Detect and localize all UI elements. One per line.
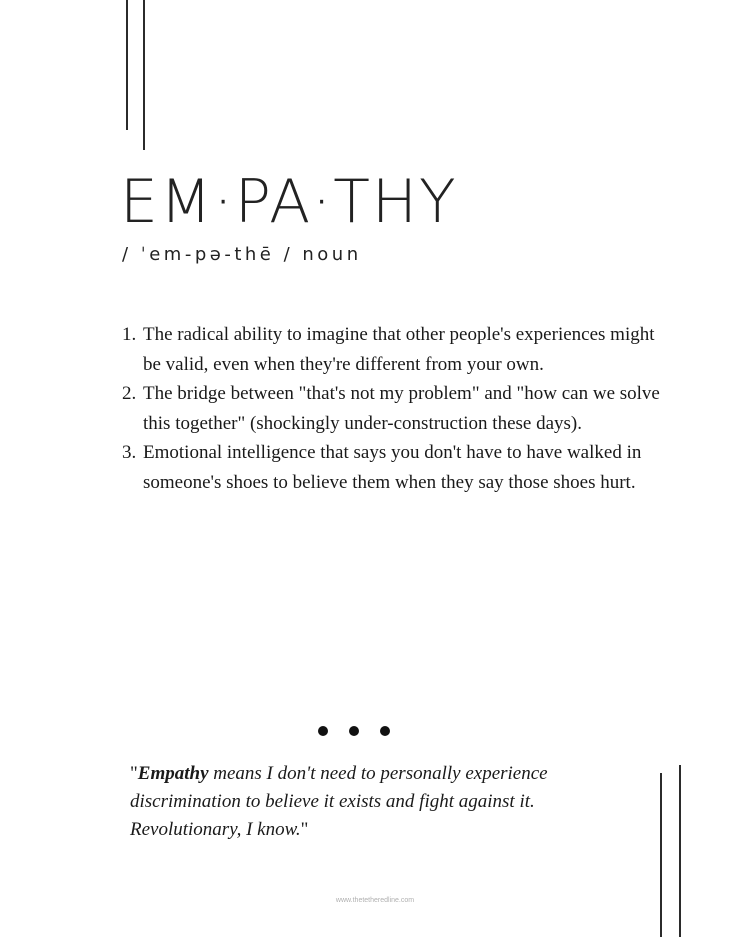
ellipsis-divider [318, 726, 390, 736]
definition-number: 3. [122, 442, 137, 464]
definition-number: 2. [122, 383, 137, 405]
divider-dot [380, 726, 390, 736]
quote-open-mark: " [130, 763, 138, 784]
definition-text: The radical ability to imagine that other people's experiences might be valid, even when they're different from your own. [143, 324, 655, 375]
divider-dot [318, 726, 328, 736]
definition-item [122, 379, 662, 438]
definition-item [122, 438, 662, 497]
definition-text: The bridge between "that's not my problem" and "how can we solve this together" (shockingly under-construction these days). [143, 383, 660, 434]
pronunciation: / ˈem-pə-thē / noun [122, 244, 362, 265]
word-title: EM·PA·THY [120, 167, 458, 237]
definition-number: 1. [122, 324, 137, 345]
definition-list [122, 320, 662, 498]
definition-text: Emotional intelligence that says you don't have to have walked in someone's shoes to believe them when they say those shoes hurt. [143, 442, 642, 493]
definition-item [122, 320, 662, 379]
website-url: www.thetetheredline.com [335, 897, 415, 904]
decorative-line-top-left-2 [143, 0, 145, 150]
quote-close-mark: " [300, 819, 309, 840]
quote-block [130, 760, 630, 844]
quote-emphasis: Empathy [137, 763, 209, 784]
quote-text: means I don't need to personally experience discrimination to believe it exists and fight against it. Revolutionary, I know. [130, 763, 548, 840]
divider-dot [349, 726, 359, 736]
decorative-line-bottom-right-2 [679, 765, 681, 937]
decorative-line-top-left [126, 0, 128, 130]
decorative-line-bottom-right [660, 773, 662, 937]
